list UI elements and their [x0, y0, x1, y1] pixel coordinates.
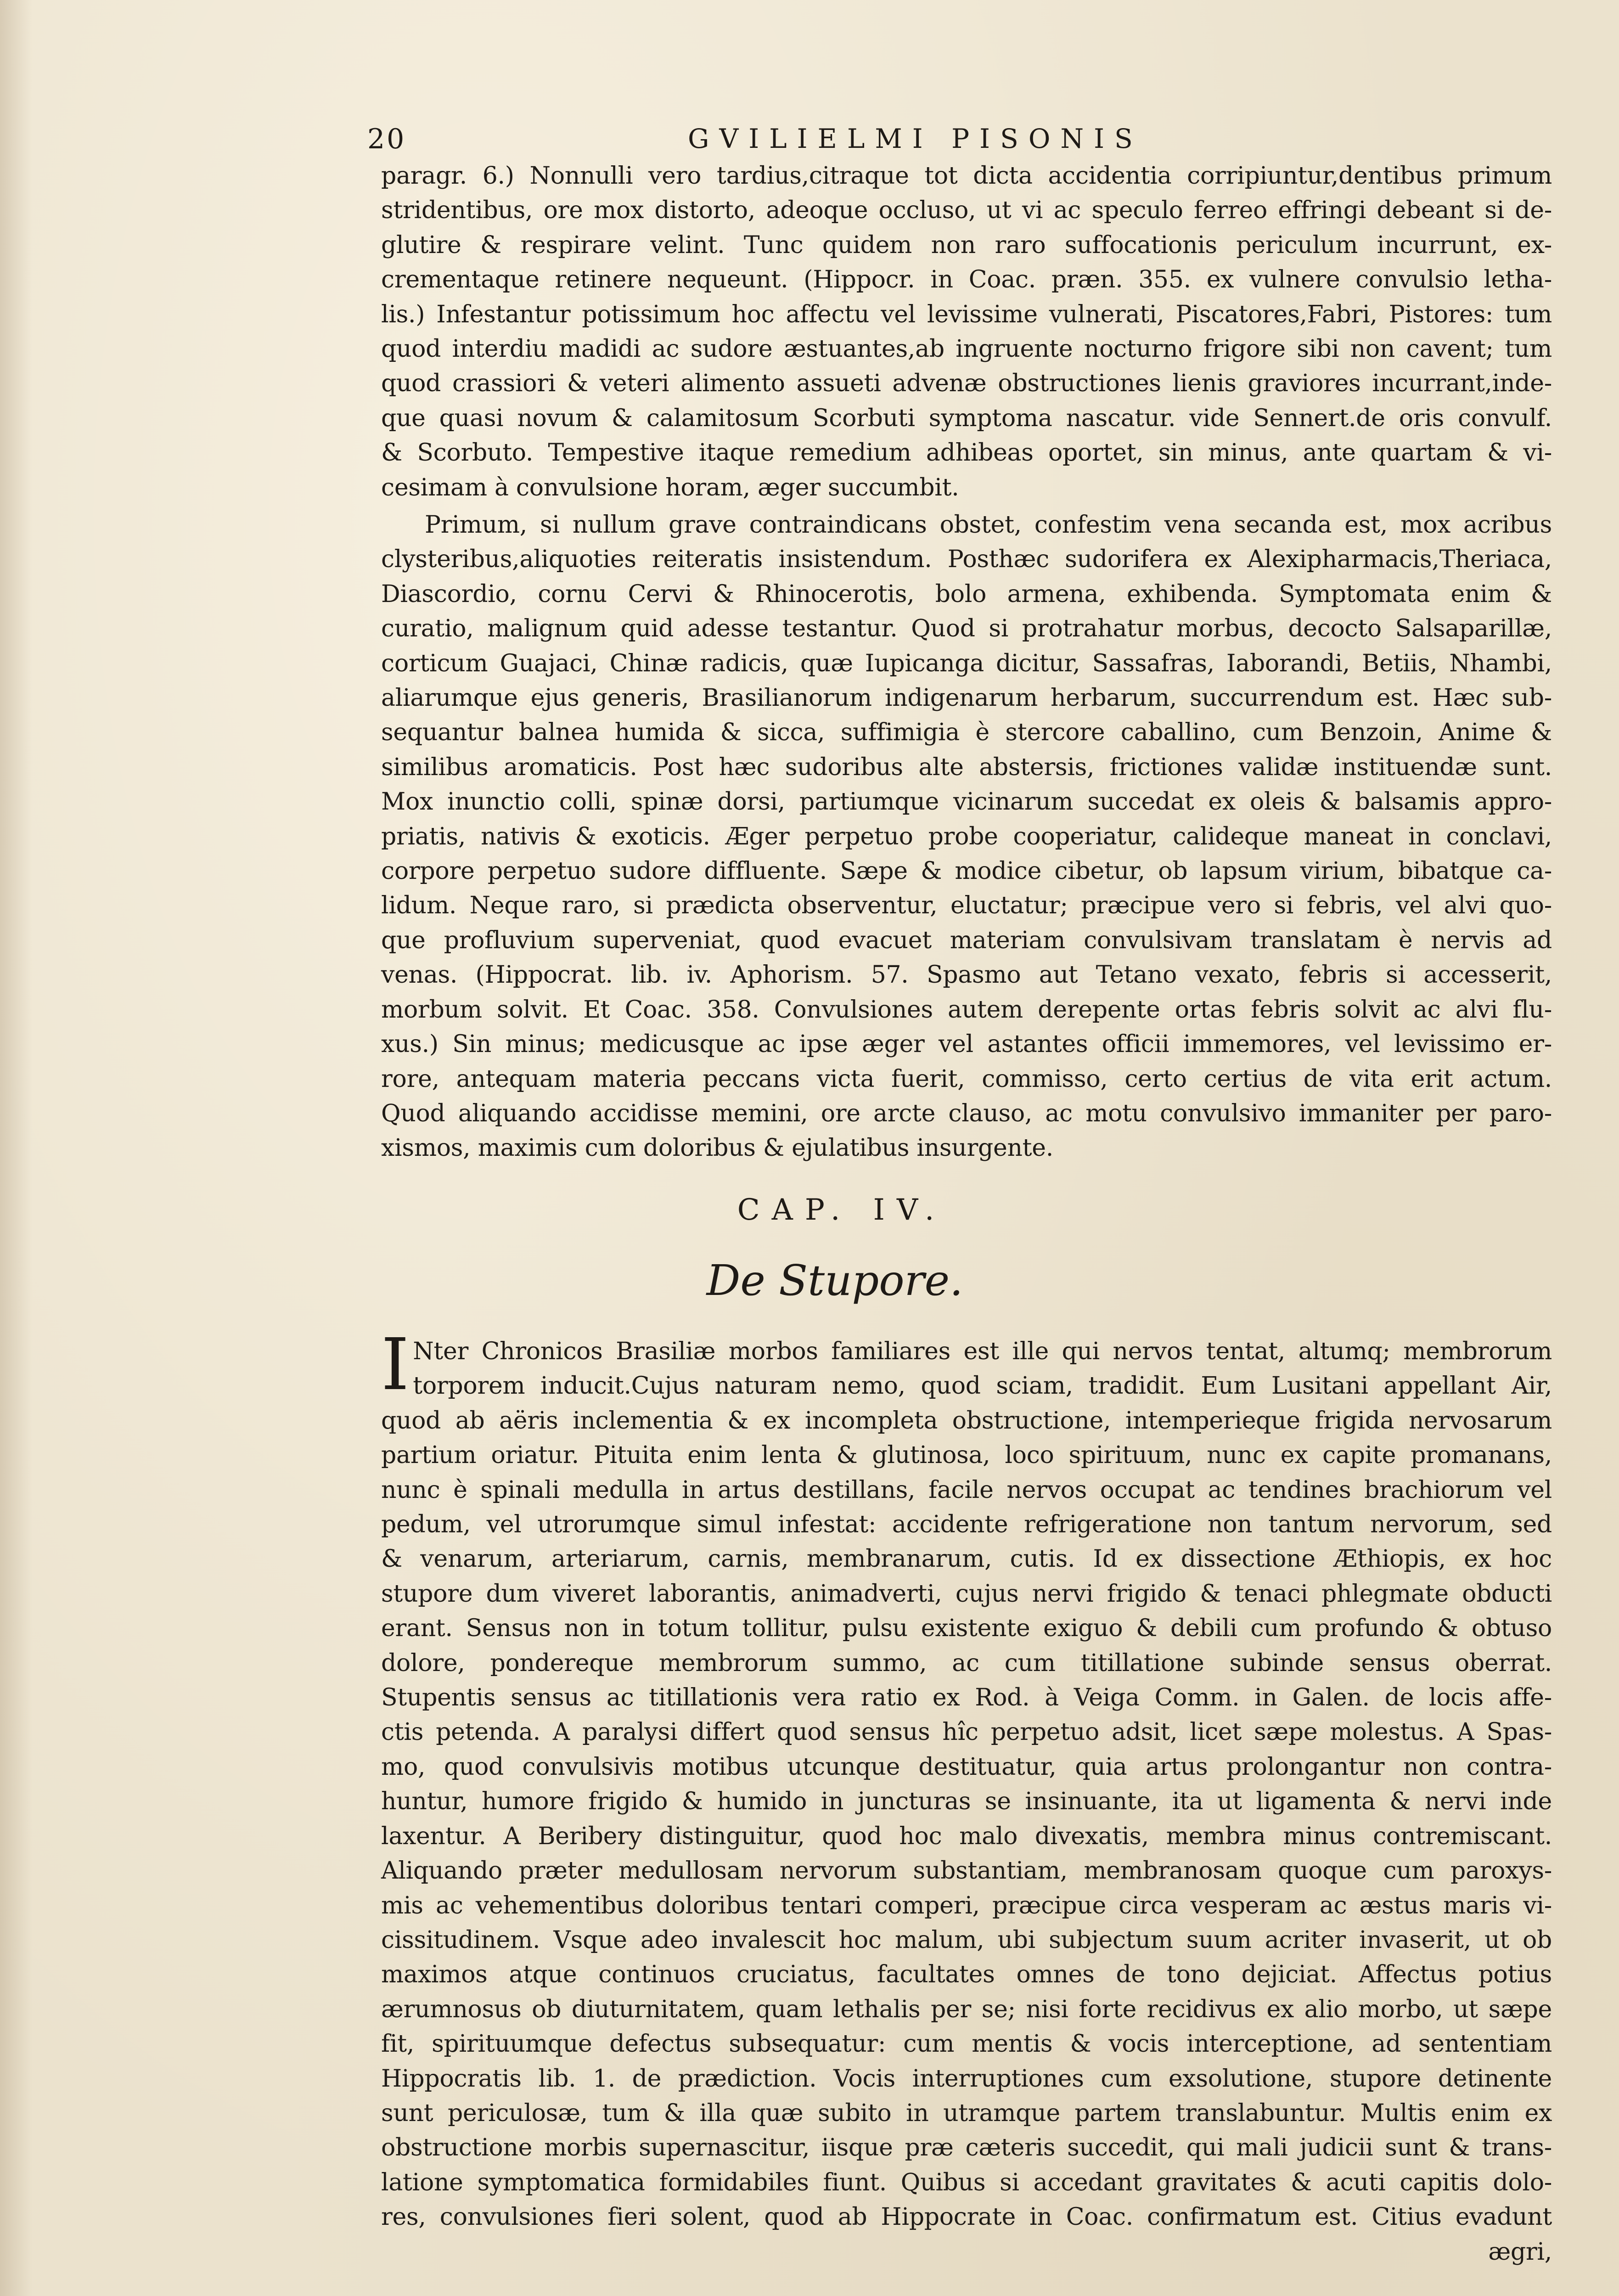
text-line: dolore, pondereque membrorum summo, ac cum titillatione subinde sensus oberrat. [381, 1649, 1552, 1677]
text-line: Mox inunctio colli, spinæ dorsi, partiumque vicinarum succedat ex oleis & balsamis appro- [381, 788, 1552, 816]
text-line: que quasi novum & calamitosum Scorbuti symptoma nascatur. vide Sennert.de oris convulf. [381, 404, 1552, 432]
text-line: aliarumque ejus generis, Brasilianorum indigenarum herbarum, succurrendum est. Hæc sub- [381, 684, 1552, 712]
text-line: huntur, humore frigido & humido in juncturas se insinuante, ita ut ligamenta & nervi inde [381, 1788, 1552, 1816]
text-line: ærumnosus ob diuturnitatem, quam lethalis per se; nisi forte recidivus ex alio morbo, ut sæpe [381, 1995, 1552, 2023]
text-line: glutire & respirare velint. Tunc quidem non raro suffocationis periculum incurrunt, ex- [381, 231, 1552, 259]
text-line: cesimam à convulsione horam, æger succumbit. [381, 473, 959, 501]
text-line: mis ac vehementibus doloribus tentari comperi, præcipue circa vesperam ac æstus maris vi- [381, 1891, 1552, 1919]
text-line: res, convulsiones fieri solent, quod ab Hippocrate in Coac. confirmatum est. Citius evadunt [381, 2203, 1552, 2231]
text-line: morbum solvit. Et Coac. 358. Convulsiones autem derepente ortas febris solvit ac alvi flu- [381, 996, 1552, 1024]
text-line: corticum Guajaci, Chinæ radicis, quæ Iupicanga dicitur, Sassafras, Iaborandi, Betiis, Nhambi, [381, 649, 1552, 677]
text-line: quod ab aëris inclementia & ex incompleta obstructione, intemperieque frigida nervosarum [381, 1407, 1552, 1435]
text-line: cissitudinem. Vsque adeo invalescit hoc malum, ubi subjectum suum acriter invaserit, ut ob [381, 1926, 1552, 1954]
text-line: lis.) Infestantur potissimum hoc affectu vel levissime vulnerati, Piscatores,Fabri, Pistores: tum [381, 300, 1552, 328]
text-line: corpore perpetuo sudore diffluente. Sæpe & modice cibetur, ob lapsum virium, bibatque ca- [381, 857, 1552, 885]
text-line: Hippocratis lib. 1. de prædiction. Vocis interruptiones cum exsolutione, stupore detinente [381, 2065, 1552, 2093]
text-line: rore, antequam materia peccans victa fuerit, commisso, certo certius de vita erit actum. [381, 1065, 1552, 1093]
text-line: stridentibus, ore mox distorto, adeoque occluso, ut vi ac speculo ferreo effringi debeant si de- [381, 197, 1552, 225]
running-head: GVILIELMI PISONIS [688, 123, 1143, 154]
text-line: curatio, malignum quid adesse testantur. Quod si protrahatur morbus, decocto Salsaparillæ, [381, 615, 1552, 643]
text-line: Nter Chronicos Brasiliæ morbos familiares est ille qui nervos tentat, altumq; membrorum [413, 1338, 1552, 1365]
text-line: Primum, si nullum grave contraindicans obstet, confestim vena secanda est, mox acribus [425, 511, 1552, 539]
text-line: sequantur balnea humida & sicca, suffimigia è stercore caballino, cum Benzoin, Anime & [381, 719, 1552, 747]
paragraph-1 [381, 159, 1552, 505]
text-line: pedum, vel utrorumque simul infestat: accidente refrigeratione non tantum nervorum, sed [381, 1511, 1552, 1539]
chapter-number: CAP. IV. [737, 1193, 946, 1227]
text-line: priatis, nativis & exoticis. Æger perpetuo probe cooperiatur, calideque maneat in conclavi, [381, 822, 1552, 850]
text-line: Aliquando præter medullosam nervorum substantiam, membranosam quoque cum paroxys- [381, 1857, 1552, 1885]
text-line: paragr. 6.) Nonnulli vero tardius,citraque tot dicta accidentia corripiuntur,dentibus primum [381, 162, 1552, 190]
text-line: venas. (Hippocrat. lib. iv. Aphorism. 57. Spasmo aut Tetano vexato, febris si accesserit, [381, 961, 1552, 989]
text-line: lidum. Neque raro, si prædicta observentur, eluctatur; præcipue vero si febris, vel alvi quo- [381, 892, 1552, 920]
paragraph-3 [381, 1323, 1552, 2269]
text-line: laxentur. A Beribery distinguitur, quod hoc malo divexatis, membra minus contremiscant. [381, 1822, 1552, 1850]
text-line: ctis petenda. A paralysi differt quod sensus hîc perpetuo adsit, licet sæpe molestus. A Spas- [381, 1718, 1552, 1746]
text-line: fit, spirituumque defectus subsequatur: cum mentis & vocis interceptione, ad sententiam [381, 2030, 1552, 2058]
text-line: latione symptomatica formidabiles fiunt. Quibus si accedant gravitates & acuti capitis dolo- [381, 2168, 1552, 2196]
text-line: torporem inducit.Cujus naturam nemo, quod sciam, tradidit. Eum Lusitani appellant Air, [413, 1372, 1552, 1400]
text-line: & venarum, arteriarum, carnis, membranarum, cutis. Id ex dissectione Æthiopis, ex hoc [381, 1545, 1552, 1573]
text-line: quod interdiu madidi ac sudore æstuantes,ab ingruente nocturno frigore sibi non cavent; tum [381, 335, 1552, 363]
text-line: xus.) Sin minus; medicusque ac ipse æger vel astantes officii immemores, vel levissimo er- [381, 1030, 1552, 1058]
text-line: mo, quod convulsivis motibus utcunque destituatur, quia artus prolongantur non contra- [381, 1753, 1552, 1781]
text-line: maximos atque continuos cruciatus, facultates omnes de tono dejiciat. Affectus potius [381, 1961, 1552, 1989]
text-line: Quod aliquando accidisse memini, ore arcte clauso, ac motu convulsivo immaniter per paro- [381, 1099, 1552, 1127]
text-line: Diascordio, cornu Cervi & Rhinocerotis, bolo armena, exhibenda. Symptomata enim & [381, 580, 1552, 608]
text-line: Stupentis sensus ac titillationis vera ratio ex Rod. à Veiga Comm. in Galen. de locis affe- [381, 1684, 1552, 1712]
chapter-title: De Stupore. [706, 1256, 963, 1305]
text-line: partium oriatur. Pituita enim lenta & glutinosa, loco spirituum, nunc ex capite promanans, [381, 1441, 1552, 1469]
text-line: crementaque retinere nequeunt. (Hippocr. in Coac. præn. 355. ex vulnere convulsio letha- [381, 266, 1552, 294]
paragraph-2 [381, 508, 1552, 1166]
binding-shadow [0, 0, 32, 2296]
text-line: & Scorbuto. Tempestive itaque remedium adhibeas oportet, sin minus, ante quartam & vi- [381, 439, 1552, 467]
text-line: sunt periculosæ, tum & illa quæ subito in utramque partem translabuntur. Multis enim ex [381, 2099, 1552, 2127]
text-line: stupore dum viveret laborantis, animadverti, cujus nervi frigido & tenaci phlegmate obducti [381, 1580, 1552, 1608]
text-line: similibus aromaticis. Post hæc sudoribus alte abstersis, frictiones validæ instituendæ sunt. [381, 753, 1552, 781]
page-number: 20 [367, 123, 406, 155]
text-line: quod crassiori & veteri alimento assueti advenæ obstructiones lienis graviores incurrant,inde- [381, 370, 1552, 398]
text-line: erant. Sensus non in totum tollitur, pulsu existente exiguo & debili cum profundo & obtuso [381, 1615, 1552, 1643]
catchword: ægri, [1488, 2238, 1552, 2266]
text-line: obstructione morbis supernascitur, iisque præ cæteris succedit, qui mali judicii sunt & trans- [381, 2134, 1552, 2162]
text-line: xismos, maximis cum doloribus & ejulatibus insurgente. [381, 1134, 1053, 1162]
text-line: que profluvium superveniat, quod evacuet materiam convulsivam translatam è nervis ad [381, 926, 1552, 954]
text-line: clysteribus,aliquoties reiteratis insistendum. Posthæc sudorifera ex Alexipharmacis,Theriaca, [381, 546, 1552, 574]
drop-cap: I [381, 1323, 410, 1406]
text-line: nunc è spinali medulla in artus destillans, facile nervos occupat ac tendines brachiorum vel [381, 1476, 1552, 1504]
